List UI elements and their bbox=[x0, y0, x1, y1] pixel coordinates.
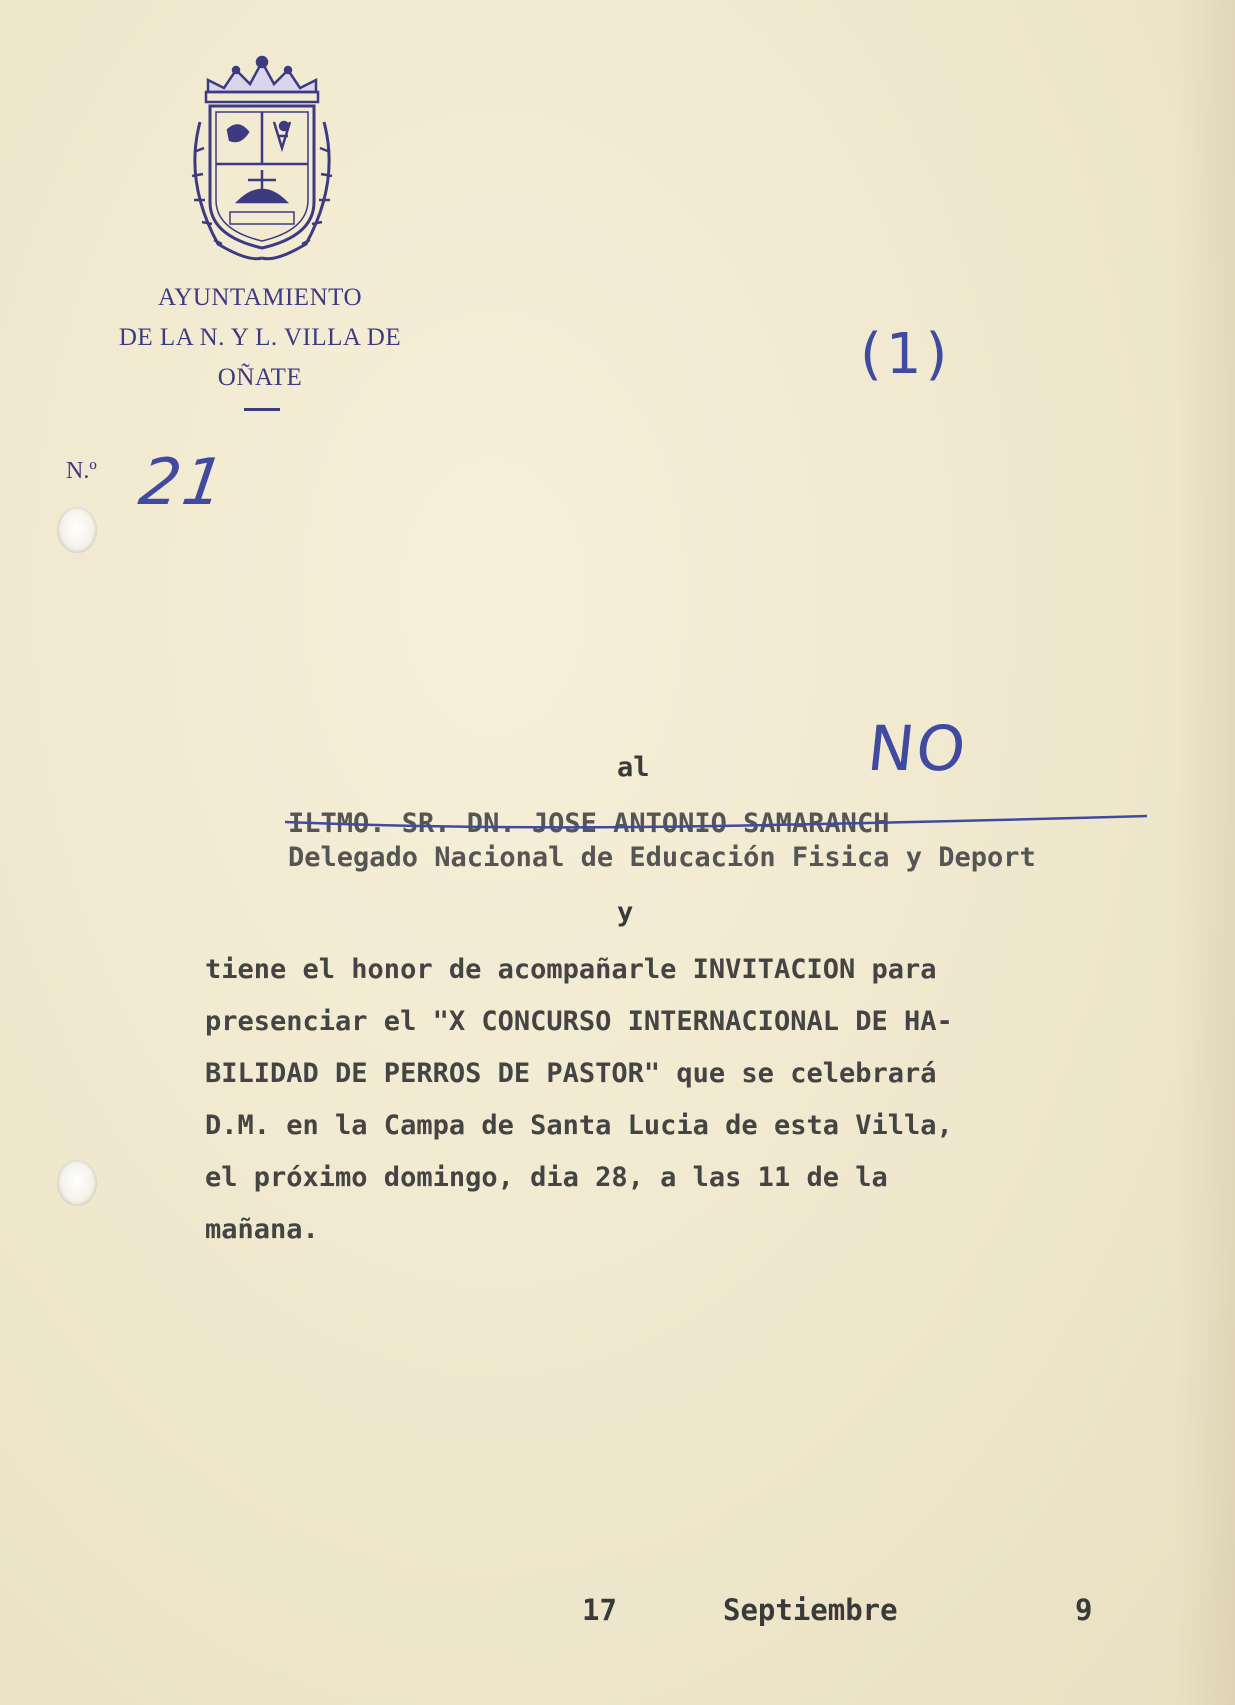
handwritten-reference: (1) bbox=[860, 322, 952, 387]
page-edge-shadow bbox=[1175, 0, 1235, 1705]
body-line: el próximo domingo, dia 28, a las 11 de la bbox=[205, 1162, 888, 1193]
handwritten-number: 21 bbox=[134, 446, 231, 520]
body-line: mañana. bbox=[205, 1214, 319, 1245]
letterhead-divider bbox=[244, 408, 280, 411]
body-line: D.M. en la Campa de Santa Lucia de esta Villa, bbox=[205, 1110, 953, 1141]
recipient-title: Delegado Nacional de Educación Fisica y Deport bbox=[288, 842, 1036, 873]
handwritten-note: NO bbox=[864, 712, 972, 785]
letterhead-line-2: DE LA N. Y L. VILLA DE bbox=[118, 324, 402, 351]
body-line: BILIDAD DE PERROS DE PASTOR" que se celebrará bbox=[205, 1058, 937, 1089]
body-line: presenciar el "X CONCURSO INTERNACIONAL DE HA- bbox=[205, 1006, 953, 1037]
body-line: tiene el honor de acompañarle INVITACION para bbox=[205, 954, 937, 985]
letterhead-line-1: AYUNTAMIENTO bbox=[158, 284, 362, 311]
letterhead-line-3: OÑATE bbox=[217, 364, 303, 391]
date-year: 9 bbox=[1075, 1593, 1093, 1627]
coat-of-arms-icon bbox=[178, 52, 346, 264]
letterhead bbox=[40, 278, 480, 398]
recipient-name: ILTMO. SR. DN. JOSE ANTONIO SAMARANCH bbox=[288, 808, 890, 839]
date-day: 17 bbox=[582, 1593, 617, 1627]
date-month: Septiembre bbox=[723, 1593, 898, 1627]
salutation-al: al bbox=[617, 752, 650, 783]
number-label: N.º bbox=[66, 458, 97, 484]
punch-hole-top bbox=[57, 507, 97, 553]
strike-through-line bbox=[285, 812, 1147, 838]
conjunction: y bbox=[617, 897, 634, 928]
punch-hole-bottom bbox=[57, 1160, 97, 1206]
letter-body bbox=[205, 944, 953, 1256]
